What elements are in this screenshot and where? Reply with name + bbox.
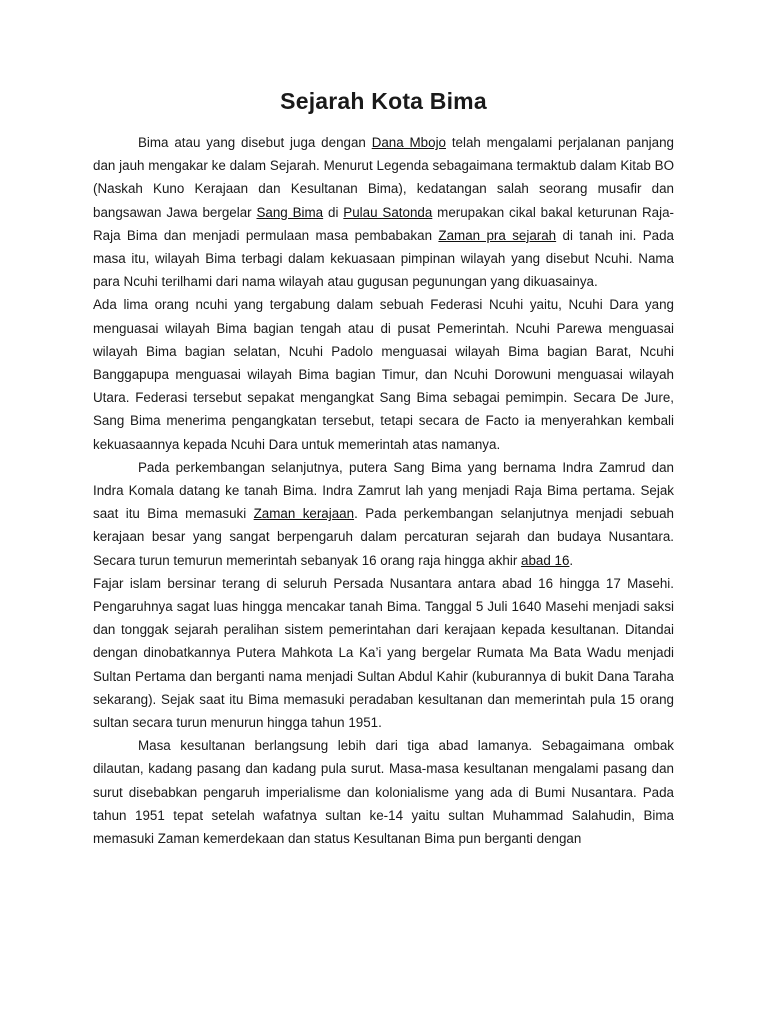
text-run: di tanah ini. Pada masa itu, wilayah Bima terbagi dalam kekuasaan pimpinan wilayah yang disebut Ncuhi. Nama para Ncuhi terilhami dari nama wilayah atau gugusan pegunungan yang dikuasainya. [93,227,674,290]
text-link[interactable]: Zaman pra sejarah [438,227,557,243]
text-run: Ada lima orang ncuhi yang tergabung dalam sebuah Federasi Ncuhi yaitu, Ncuhi Dara yang menguasai wilayah Bima bagian tengah atau di pusat Pemerintah. Ncuhi Parewa menguasai wilayah Bima bagian selatan, Ncuhi Padolo menguasai wilayah Bima bagian Barat, Ncuhi Banggapupa menguasai wilayah Bima bagian Timur, dan Ncuhi Dorowuni menguasai wilayah Utara. Federasi tersebut sepakat mengangkat Sang Bima sebagai pemimpin. Secara De Jure, Sang Bima menerima pengangkatan tersebut, tetapi secara de Facto ia menyerahkan kembali kekuasaannya kepada Ncuhi Dara untuk memerintah atas namanya. [93,297,674,452]
text-run: Bima atau yang disebut juga dengan [138,135,372,150]
text-link[interactable]: Sang Bima [256,204,324,220]
text-run: Masa kesultanan berlangsung lebih dari tiga abad lamanya. Sebagaimana ombak dilautan, kadang pasang dan kadang pula surut. Masa-masa kesultanan mengalami pasang dan surut disebabkan pengaruh imperialisme dan kolonialisme yang ada di Bumi Nusantara. Pada tahun 1951 tepat setelah wafatnya sultan ke-14 yaitu sultan Muhammad Salahudin, Bima memasuki Zaman kemerdekaan dan status Kesultanan Bima pun berganti dengan [93,738,674,847]
text-run: telah mengalami perjalanan panjang dan jauh mengakar ke dalam Sejarah. Menurut Legenda sebagaimana termaktub dalam Kitab BO (Naskah Kuno Kerajaan dan Kesultanan Bima), kedatangan salah seorang musafir dan bangsawan Jawa bergelar [93,135,674,220]
paragraph [93,131,674,293]
paragraph [93,572,674,734]
paragraph [93,456,674,572]
text-run: Fajar islam bersinar terang di seluruh Persada Nusantara antara abad 16 hingga 17 Masehi. Pengaruhnya sagat luas hingga mencakar tanah Bima. Tanggal 5 Juli 1640 Masehi menjadi saksi dan tonggak sejarah peralihan sistem pemerintahan dari kerajaan kepada kesultanan. Ditandai dengan dinobatkannya Putera Mahkota La Ka’i yang bergelar Rumata Ma Bata Wadu menjadi Sultan Pertama dan berganti nama menjadi Sultan Abdul Kahir (kuburannya di bukit Dana Taraha sekarang). Sejak saat itu Bima memasuki peradaban kesultanan dan memerintah pula 15 orang sultan secara turun menurun hingga tahun 1951. [93,575,674,731]
text-link[interactable]: Zaman kerajaan [253,506,355,522]
paragraph [93,293,674,455]
text-run: . [569,552,574,568]
text-link[interactable]: Dana Mbojo [371,135,446,150]
text-run: . Pada perkembangan selanjutnya menjadi sebuah kerajaan besar yang sangat berpengaruh dalam percaturan sejarah dan budaya Nusantara. Secara turun temurun memerintah sebanyak 16 orang raja hingga akhir [93,506,674,568]
document-title: Sejarah Kota Bima [280,88,487,114]
text-link[interactable]: abad 16 [521,552,570,568]
paragraph [93,734,674,850]
text-run: di [323,204,344,220]
document-body [93,131,674,850]
text-run: Pada perkembangan selanjutnya, putera Sang Bima yang bernama Indra Zamrud dan Indra Komala datang ke tanah Bima. Indra Zamrut lah yang menjadi Raja Bima pertama. Sejak saat itu Bima memasuki [93,459,674,522]
text-run: merupakan cikal bakal keturunan Raja-Raja Bima dan menjadi permulaan masa pembabakan [93,204,674,243]
text-link[interactable]: Pulau Satonda [343,204,433,220]
